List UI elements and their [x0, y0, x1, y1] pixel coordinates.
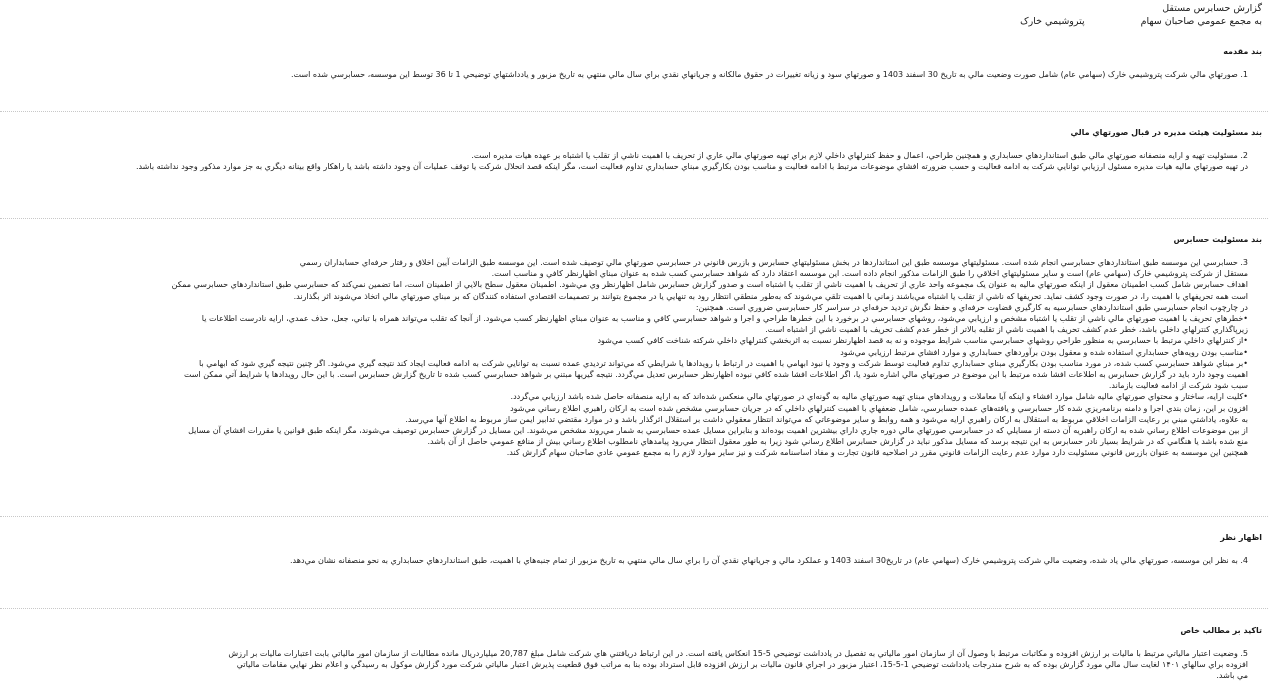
paragraph-line: 5. وضعيت اعتبار مالياتي مرتبط با ماليات بر ارزش افزوده و مکاتبات مرتبط با وصول آن از سازمان امور مالياتي به تفصيل در يادداشت توضيحي 5-15 انعکاس يافته است. در اين ارتباط دريافتني هاي شرکت شامل مبلغ 20,787 ميلياردريال مانده مطالبات از سازمان امور مالياتي بابت اعتبارات ماليات بر ارزش: [228, 649, 1248, 658]
section-paragraph: [4, 150, 1248, 172]
section-title: بند مسئوليت هيئت مديره در قبال صورتهاي مالي: [1070, 128, 1262, 137]
section-paragraph: [4, 69, 1248, 80]
paragraph-line: •بر مبناي شواهد حسابرسي کسب شده، در مورد مناسب بودن بکارگيري مبناي حسابداري تداوم فعاليت توسط شرکت و وجود يا نبود ابهامي با اهميت در ارتباط با رويدادها يا شرايطي که مي‌تواند ترديدي عمده نسبت به توانايي شرکت به ادامه فعاليت ايجاد کند نتيجه گيري مي‌شود. اگر چنين نتيجه گيري شود که ابهامي با: [199, 358, 1248, 368]
paragraph-line: اهميت وجود دارد بايد در گزارش حسابرس به اطلاعات افشا شده مرتبط با اين موضوع در صورتهاي مالي اشاره شود يا، اگر اطلاعات افشا شده کافي نبوده اظهارنظر حسابرس تعديل مي‌گردد. نتيجه گيريها مبتني بر شواهد حسابرسي کسب شده تا تاريخ گزارش حسابرس است. با اين حال رويدادها يا شرايط آتي ممکن است: [183, 370, 1248, 380]
section-divider: [0, 218, 1268, 219]
addressee: به مجمع عمومي صاحبان سهام: [1140, 16, 1262, 27]
section-title: بند مسئوليت حسابرس: [1173, 235, 1262, 244]
section-title: بند مقدمه: [1223, 47, 1262, 56]
section-intro: [4, 46, 1262, 80]
paragraph-line: •مناسب بودن رويه‌هاي حسابداري استفاده شده و معقول بودن برآوردهاي حسابداري و موارد افشاي مرتبط ارزيابي مي‌شود: [840, 347, 1248, 357]
paragraph-line: است همه تحريفهاي با اهميت را، در صورت وجود کشف نمايد. تحريفها که ناشي از تقلب يا اشتباه مي‌باشند زماني با اهميت تلقي مي‌شوند که به‌طور منطقي انتظار رود به تنهايي يا در مجموع بتوانند بر تصميمات اقتصادي استفاده کنندگان که بر مبناي صورتهاي مالي اتخاذ مي‌شوند اثر بگذارند.: [293, 291, 1248, 301]
paragraph-line: در چارچوب انجام حسابرسي طبق استانداردهاي حسابرسيه به کارگيري قضاوت حرفه‌اي و حفظ نگرش ترديد حرفه‌اي در سراسر کار حسابرسي ضروري است. همچنين:: [695, 302, 1248, 312]
section-opinion: [4, 532, 1262, 566]
report-header: [842, 2, 1262, 28]
paragraph-line: 3. حسابرسي اين موسسه طبق استانداردهاي حسابرسي انجام شده است. مسئوليتهاي موسسه طبق اين استانداردها در بخش مسئوليتهاي حسابرس و بازرس قانوني در حسابرسي صورتهاي مالي توصيف شده است. اين موسسه طبق الزامات آيين اخلاق و رفتار حرفه‌اي حسابداران رسمي: [299, 258, 1248, 267]
paragraph-line: 4. به نظر اين موسسه، صورتهاي مالي ياد شده، وضعيت مالي شرکت پتروشيمي خارک (سهامي عام) در تاريخ30 اسفند 1403 و عملکرد مالي و جريانهاي نقدي آن را براي سال مالي منتهي به تاريخ مزبور از تمام جنبه‌هاي با اهميت، طبق استانداردهاي حسابداري به نحو منصفانه نشان مي‌دهد.: [290, 556, 1248, 565]
section-paragraph: [4, 648, 1248, 682]
section-title: تاکيد بر مطالب خاص: [1180, 626, 1262, 635]
section-divider: [0, 111, 1268, 112]
section-emphasis-of-matter: [4, 625, 1262, 682]
paragraph-line: •از کنترلهاي داخلي مرتبط با حسابرسي به منظور طراحي روشهاي حسابرسي مناسب شرايط موجوده و نه به قصد اظهارنظر نسبت به اثربخشي کنترلهاي داخلي شرکته شناخت کافي کسب مي‌شود: [597, 336, 1248, 346]
section-paragraph: [4, 555, 1248, 566]
paragraph-line: •خطرهاي تحريف با اهميت صورتهاي مالي ناشي از تقلب يا اشتباه مشخص و ارزيابي مي‌شود، روشهاي حسابرسي در برخورد با اين خطرها طراحي و اجرا و شواهد حسابرسي کافي و مناسب به عنوان مبناي اظهارنظر کسب مي‌شود. از آنجا که تقلب مي‌تواند همراه با تباني، جعل، حذف عمدي، ارايه نادرست اطلاعات يا: [201, 314, 1248, 324]
paragraph-line: به علاوه، ياداشتي مبني بر رعايت الزامات اخلاقي مربوط به استقلال به ارکان راهبري ارايه مي‌شود و همه روابط و ساير موضوعاتي که مي‌تواند انتظار معقولي داشت بر استقلال اثرگذار باشد و در موارد مقتضي تدابير ايمن ساز مربوط به اطلاع آنها مي‌رسد.: [405, 414, 1248, 424]
section-auditor-responsibility: [4, 234, 1262, 459]
paragraph-line: 1. صورتهاي مالي شرکت پتروشيمي خارک (سهامي عام) شامل صورت وضعيت مالي به تاريخ 30 اسفند 1403 و صورتهاي سود و زيانه تغييرات در حقوق مالكانه و جريانهاي نقدي براي سال مالي منتهي به تاريخ مزبور و يادداشتهاي توضيحي 1 تا 36 توسط اين موسسه، حسابرسي شده است.: [291, 70, 1248, 79]
paragraph-line: اهداف حسابرس شامل کسب اطمينان معقول از اينکه صورتهاي ماليه به عنوان يک مجموعه واحد عاري از تحريف با اهميت ناشي از تقلب يا اشتباه است و صدور گزارش حسابرس شامل اظهارنظر وي مي‌شود. اطمينان معقول سطح بالايي از اطمينان است، اما تضمين نمي‌کند که حسابرسي طبق استانداردهاي حسابرسي ممکن: [171, 280, 1248, 290]
paragraph-line: منع شده باشد يا هنگامي که در شرايط بسيار نادر حسابرس به اين نتيجه برسد که مسايل مذکور نبايد در گزارش حسابرس اطلاع رساني شود زيرا به طور معقول انتظار مي‌رود پيامدهاي نامطلوب اطلاع رساني بيش از منافع عمومي حاصل از آن باشد.: [427, 437, 1248, 447]
paragraph-line: مي باشد.: [1216, 671, 1248, 681]
addressee-row: [842, 15, 1262, 28]
paragraph-line: 2. مسئوليت تهيه و ارايه منصفانه صورتهاي مالي طبق استانداردهاي حسابداري و همچنين طراحي، اعمال و حفظ کنترلهاي داخلي لازم براي تهيه صورتهاي مالي عاري از تحريف با اهميت ناشي از تقلب يا اشتباه بر عهده هيات مديره است.: [471, 151, 1248, 160]
paragraph-line: افزون بر اين، زمان بندي اجرا و دامنه برنامه‌ريزي شده کار حسابرسي و يافته‌هاي عمده حسابرسي، شامل ضعفهاي با اهميت کنترلهاي داخلي که در جريان حسابرسي مشخص شده است به ارکان راهبري اطلاع رساني مي‌شود: [510, 403, 1248, 413]
section-board-responsibility: [4, 127, 1262, 172]
paragraph-line: •کليت ارايه، ساختار و محتواي صورتهاي ماليه شامل موارد افشاء و اينکه آيا معاملات و رويدادهاي مبناي تهيه صورتهاي ماليه به گونه‌اي در صورتهاي مالي منعکس شده‌اند که به ارايه منصفانه حاصل شده باشد ارزيابي مي‌گردد.: [510, 392, 1248, 402]
paragraph-line: زيرپاگذاري کنترلهاي داخلي باشد، خطر عدم کشف تحريف با اهميت ناشي از تقلبه بالاتر از خطر عدم کشف تحريف با اهميت ناشي از اشتباه است.: [765, 325, 1248, 335]
section-divider: [0, 608, 1268, 609]
section-divider: [0, 516, 1268, 517]
company-name: پتروشيمي خارک: [1020, 16, 1085, 27]
section-paragraph: [4, 257, 1248, 459]
paragraph-line: از بين موضوعات اطلاع رساني شده به ارکان راهبريه آن دسته از مسايلي که در حسابرسي صورتهاي مالي دوره جاري داراي بيشترين اهميت بوده‌اند و بنابراين مسايل عمده حسابرسي به شمار مي‌روند مشخص مي‌شوند. اين مسايل در گزارش حسابرس توصيف مي‌شوند، مگر اينکه طبق قوانين يا مقررات افشاي آن مسايل: [188, 426, 1248, 436]
paragraph-line: همچنين اين موسسه به عنوان بازرس قانوني مسئوليت دارد موارد عدم رعايت الزامات قانوني مقرر در اصلاحيه قانون تجارت و مفاد اساسنامه شرکت و نيز ساير موارد لازم را به مجمع عمومي عادي صاحبان سهام گزارش کند.: [506, 448, 1248, 458]
paragraph-line: مستقل از شرکت پتروشيمي خارک (سهامي عام) است و ساير مسئوليتهاي اخلاقي را طبق الزامات مذکور انجام داده است. اين موسسه اعتقاد دارد که شواهد حسابرسي کسب شده به عنوان مبناي اظهارنظر کافي و مناسب است.: [491, 269, 1248, 279]
paragraph-line: در تهيه صورتهاي ماليه هيات مديره مسئول ارزيابي توانايي شرکت به ادامه فعاليت و حسب ضرورته افشاي موضوعات مرتبط با ادامه فعاليت و مناسب بودن بکارگيري مبناي حسابداري تداوم فعاليت است، مگر اينکه قصد انحلال شرکت يا توقف عمليات آن وجود داشته باشد يا راهکار واقع بينانه ديگري به جز موارد مذکور وجود نداشته باشد.: [135, 162, 1248, 172]
paragraph-line: افزوده براي سالهاي ۱۴۰۱ لغايت سال مالي مورد گزارش بوده که به شرح مندرجات يادداشت توضيحي 1-5-15، اعتبار مزبور در اجراي قانون ماليات بر ارزش افزوده قابل استرداد بوده بنا به مراتب فوق قطعيت پذيرش اعتبار مالياتي شرکت مورد گزارش موکول به رسيدگي و اعلام نظر نهايي مقامات مالياتي: [236, 660, 1248, 670]
paragraph-line: سبب شود شرکت از ادامه فعاليت بازماند.: [1108, 381, 1248, 391]
section-title: اظهار نظر: [1220, 533, 1262, 542]
report-title: گزارش حسابرس مستقل: [1162, 3, 1262, 14]
